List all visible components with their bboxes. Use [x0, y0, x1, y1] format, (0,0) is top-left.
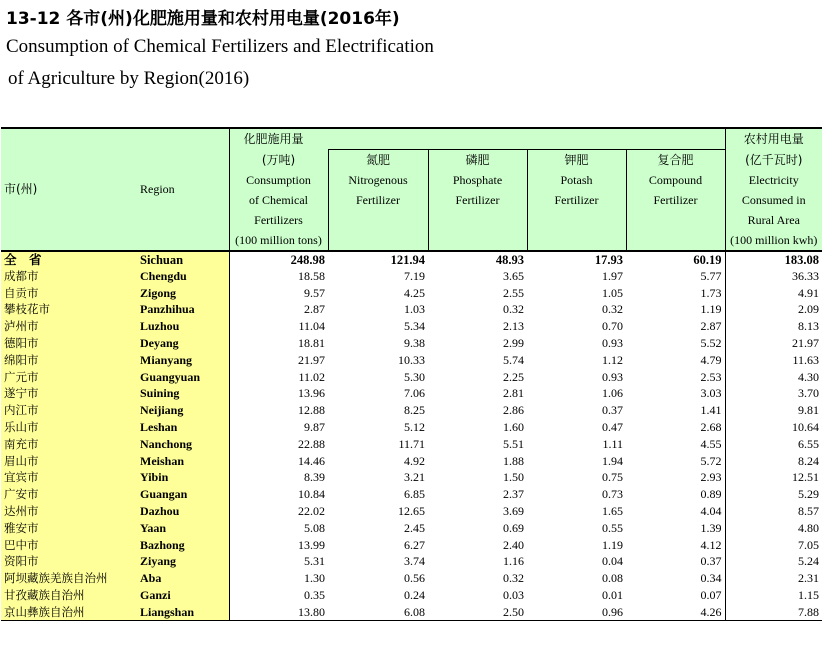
header-electricity-en3: Rural Area	[747, 212, 800, 227]
cell-k: 0.01	[602, 588, 623, 603]
cell-k: 0.75	[602, 470, 623, 485]
page-title-zh: 13-12 各市(州)化肥施用量和农村用电量(2016年)	[6, 9, 400, 29]
cell-e: 7.88	[725, 603, 822, 620]
cell-k: 0.04	[602, 554, 623, 569]
cell-n: 12.65	[398, 504, 425, 519]
cell-p: 1.16	[503, 554, 524, 569]
cell-n: 9.38	[404, 336, 425, 351]
region-name-zh: 成都市	[1, 268, 137, 285]
cell-total: 10.84	[298, 487, 325, 502]
cell-e: 4.91	[725, 284, 822, 301]
cell-k: 1.05	[602, 285, 623, 300]
table-row	[1, 587, 822, 604]
header-consumption	[229, 150, 328, 251]
table-row	[1, 570, 822, 587]
header-compound	[626, 150, 725, 251]
cell-total: 11.04	[298, 319, 325, 334]
cell-total: 1.30	[304, 571, 325, 586]
cell-p: 3.65	[503, 268, 524, 283]
cell-n: 5.34	[404, 319, 425, 334]
cell-n: 6.27	[404, 537, 425, 552]
header-electricity-en1: Electricity	[748, 172, 799, 187]
cell-k: 17.93	[527, 251, 626, 268]
page-title-en-line2: of Agriculture by Region(2016)	[8, 68, 250, 89]
cell-n: 5.30	[404, 369, 425, 384]
cell-n: 3.74	[404, 554, 425, 569]
cell-p: 5.74	[503, 352, 524, 367]
region-name-en: Panzhihua	[137, 301, 229, 318]
cell-n: 1.03	[404, 302, 425, 317]
region-name-zh: 雅安市	[1, 519, 137, 536]
region-name-zh: 眉山市	[1, 452, 137, 469]
header-electricity-unit-zh: (亿千瓦时)	[745, 152, 803, 167]
table-row	[1, 536, 822, 553]
cell-n: 5.12	[404, 420, 425, 435]
header-potash-zh: 钾肥	[564, 153, 589, 167]
cell-e: 3.70	[725, 385, 822, 402]
header-spacer	[328, 128, 725, 150]
cell-e: 9.81	[725, 402, 822, 419]
cell-k: 0.93	[602, 369, 623, 384]
header-city: 市(州)	[1, 128, 137, 251]
cell-c: 1.19	[700, 302, 722, 317]
header-nitrogen-en1: Nitrogenous	[348, 173, 408, 187]
cell-e: 2.31	[725, 570, 822, 587]
table-row	[1, 268, 822, 285]
header-phosphate-zh: 磷肥	[465, 153, 490, 167]
cell-n: 0.56	[404, 571, 425, 586]
table-row	[1, 486, 822, 503]
cell-k: 0.32	[602, 302, 623, 317]
cell-p: 0.03	[503, 588, 524, 603]
region-name-en: Yibin	[137, 469, 229, 486]
region-name-en: Dazhou	[137, 503, 229, 520]
cell-c: 5.72	[700, 453, 722, 468]
header-region: Region	[137, 128, 229, 251]
header-consumption-unit-en: (100 million tons)	[235, 232, 322, 247]
header-compound-en2: Fertilizer	[653, 193, 698, 207]
cell-total: 0.35	[304, 588, 325, 603]
cell-k: 0.08	[602, 571, 623, 586]
cell-p: 2.86	[503, 403, 524, 418]
region-name-en: Neijiang	[137, 402, 229, 419]
header-consumption-en1: Consumption	[246, 172, 311, 187]
cell-k: 1.97	[602, 268, 623, 283]
cell-c: 1.41	[700, 403, 722, 418]
cell-e: 11.63	[725, 351, 822, 368]
cell-total: 5.31	[304, 554, 325, 569]
region-name-zh: 攀枝花市	[1, 301, 137, 318]
table-row	[1, 335, 822, 352]
cell-p: 2.55	[503, 285, 524, 300]
cell-c: 1.73	[700, 285, 722, 300]
cell-n: 2.45	[404, 520, 425, 535]
region-name-zh: 德阳市	[1, 335, 137, 352]
cell-c: 2.87	[700, 319, 722, 334]
region-name-en: Ziyang	[137, 553, 229, 570]
cell-total: 13.96	[298, 386, 325, 401]
region-name-zh: 绵阳市	[1, 351, 137, 368]
header-phosphate	[428, 150, 527, 251]
table-row	[1, 385, 822, 402]
cell-k: 1.19	[602, 537, 623, 552]
cell-e: 4.80	[725, 519, 822, 536]
cell-k: 0.93	[602, 336, 623, 351]
table-row	[1, 368, 822, 385]
cell-e: 8.57	[725, 503, 822, 520]
header-compound-zh: 复合肥	[657, 153, 694, 167]
cell-total: 11.02	[298, 369, 325, 384]
region-name-en: Luzhou	[137, 318, 229, 335]
cell-c: 60.19	[626, 251, 725, 268]
region-name-zh: 全 省	[1, 251, 137, 268]
cell-p: 2.25	[503, 369, 524, 384]
header-consumption-en3: Fertilizers	[254, 212, 303, 227]
cell-e: 4.30	[725, 368, 822, 385]
region-name-zh: 京山彝族自治州	[1, 603, 137, 620]
header-compound-en1: Compound	[648, 173, 703, 187]
cell-k: 1.94	[602, 453, 623, 468]
cell-total: 21.97	[298, 352, 325, 367]
header-nitrogen-zh: 氮肥	[365, 153, 390, 167]
cell-total: 18.81	[298, 336, 325, 351]
cell-p: 1.60	[503, 420, 524, 435]
cell-c: 4.79	[700, 352, 722, 367]
header-nitrogen-en2: Fertilizer	[356, 193, 400, 207]
region-name-en: Guangan	[137, 486, 229, 503]
cell-p: 0.32	[503, 571, 524, 586]
cell-c: 3.03	[700, 386, 722, 401]
cell-total: 18.58	[298, 268, 325, 283]
header-nitrogen	[328, 150, 428, 251]
table-row	[1, 301, 822, 318]
cell-n: 4.25	[404, 285, 425, 300]
cell-c: 0.07	[700, 588, 722, 603]
header-consumption-en2: of Chemical	[249, 192, 308, 207]
table-row	[1, 553, 822, 570]
cell-total: 5.08	[304, 520, 325, 535]
table-body	[1, 251, 822, 621]
header-phosphate-en2: Fertilizer	[455, 193, 500, 207]
cell-k: 1.65	[602, 504, 623, 519]
region-name-zh: 乐山市	[1, 419, 137, 436]
table-row-total	[1, 251, 822, 268]
cell-p: 2.99	[503, 336, 524, 351]
cell-p: 1.88	[503, 453, 524, 468]
region-name-zh: 广元市	[1, 368, 137, 385]
cell-k: 1.11	[602, 436, 623, 451]
cell-e: 5.29	[725, 486, 822, 503]
region-name-zh: 甘孜藏族自治州	[1, 587, 137, 604]
cell-e: 12.51	[725, 469, 822, 486]
region-name-zh: 自贡市	[1, 284, 137, 301]
cell-total: 2.87	[304, 302, 325, 317]
cell-e: 36.33	[725, 268, 822, 285]
cell-c: 4.55	[700, 436, 722, 451]
cell-k: 0.96	[527, 603, 626, 620]
cell-total: 22.88	[298, 436, 325, 451]
cell-n: 7.19	[404, 268, 425, 283]
cell-e: 21.97	[725, 335, 822, 352]
region-name-en: Liangshan	[137, 603, 229, 620]
region-name-en: Guangyuan	[137, 368, 229, 385]
cell-c: 1.39	[700, 520, 722, 535]
cell-p: 0.69	[503, 520, 524, 535]
region-name-en: Suining	[137, 385, 229, 402]
region-name-en: Deyang	[137, 335, 229, 352]
cell-p: 2.40	[503, 537, 524, 552]
cell-k: 0.70	[602, 319, 623, 334]
cell-n: 4.92	[404, 453, 425, 468]
cell-c: 4.26	[626, 603, 725, 620]
cell-p: 2.81	[503, 386, 524, 401]
cell-c: 0.34	[700, 571, 722, 586]
cell-total: 14.46	[298, 453, 325, 468]
cell-k: 1.06	[602, 386, 623, 401]
cell-e: 1.15	[725, 587, 822, 604]
cell-e: 8.24	[725, 452, 822, 469]
cell-p: 48.93	[428, 251, 527, 268]
region-name-en: Yaan	[137, 519, 229, 536]
region-name-zh: 阿坝藏族羌族自治州	[1, 570, 137, 587]
cell-k: 0.47	[602, 420, 623, 435]
cell-n: 3.21	[404, 470, 425, 485]
table-row	[1, 419, 822, 436]
cell-k: 0.37	[602, 403, 623, 418]
header-electricity	[725, 150, 822, 251]
region-name-zh: 泸州市	[1, 318, 137, 335]
table-row	[1, 402, 822, 419]
cell-total: 12.88	[298, 403, 325, 418]
region-name-en: Ganzi	[137, 587, 229, 604]
cell-n: 7.06	[404, 386, 425, 401]
cell-k: 1.12	[602, 352, 623, 367]
region-name-zh: 巴中市	[1, 536, 137, 553]
table-row	[1, 469, 822, 486]
cell-e: 5.24	[725, 553, 822, 570]
header-potash-en1: Potash	[560, 173, 593, 187]
region-name-zh: 资阳市	[1, 553, 137, 570]
cell-total: 13.99	[298, 537, 325, 552]
cell-n: 121.94	[328, 251, 428, 268]
cell-total: 9.87	[304, 420, 325, 435]
region-name-en: Bazhong	[137, 536, 229, 553]
header-consumption-unit-zh: (万吨)	[261, 152, 296, 167]
cell-total: 22.02	[298, 504, 325, 519]
region-name-zh: 遂宁市	[1, 385, 137, 402]
cell-k: 0.73	[602, 487, 623, 502]
header-electricity-zh: 农村用电量	[725, 128, 822, 150]
region-name-en: Zigong	[137, 284, 229, 301]
cell-p: 0.32	[503, 302, 524, 317]
cell-p: 1.50	[503, 470, 524, 485]
region-name-en: Meishan	[137, 452, 229, 469]
region-name-en: Sichuan	[137, 251, 229, 268]
region-name-zh: 南充市	[1, 435, 137, 452]
region-name-en: Mianyang	[137, 351, 229, 368]
region-name-zh: 内江市	[1, 402, 137, 419]
table-row	[1, 318, 822, 335]
cell-e: 6.55	[725, 435, 822, 452]
cell-total: 248.98	[229, 251, 328, 268]
cell-e: 183.08	[725, 251, 822, 268]
region-name-zh: 广安市	[1, 486, 137, 503]
cell-c: 2.93	[700, 470, 722, 485]
cell-e: 2.09	[725, 301, 822, 318]
region-name-zh: 达州市	[1, 503, 137, 520]
cell-n: 11.71	[398, 436, 425, 451]
table-row	[1, 452, 822, 469]
region-name-zh: 宜宾市	[1, 469, 137, 486]
region-name-en: Aba	[137, 570, 229, 587]
cell-p: 2.50	[428, 603, 527, 620]
header-electricity-en2: Consumed in	[741, 192, 806, 207]
cell-total: 9.57	[304, 285, 325, 300]
header-electricity-unit-en: (100 million kwh)	[730, 232, 818, 247]
cell-c: 5.52	[700, 336, 722, 351]
cell-c: 0.89	[700, 487, 722, 502]
header-potash-en2: Fertilizer	[554, 193, 599, 207]
cell-e: 8.13	[725, 318, 822, 335]
cell-p: 3.69	[503, 504, 524, 519]
region-name-en: Leshan	[137, 419, 229, 436]
cell-n: 0.24	[404, 588, 425, 603]
region-name-en: Chengdu	[137, 268, 229, 285]
cell-e: 7.05	[725, 536, 822, 553]
cell-total: 13.80	[229, 603, 328, 620]
cell-c: 0.37	[700, 554, 722, 569]
cell-k: 0.55	[602, 520, 623, 535]
cell-c: 4.12	[700, 537, 722, 552]
cell-c: 5.77	[700, 268, 722, 283]
cell-total: 8.39	[304, 470, 325, 485]
cell-n: 8.25	[404, 403, 425, 418]
table-row	[1, 284, 822, 301]
table-row	[1, 503, 822, 520]
header-row-top	[1, 128, 822, 150]
table-row	[1, 603, 822, 620]
region-name-en: Nanchong	[137, 435, 229, 452]
cell-n: 6.85	[404, 487, 425, 502]
fertilizer-electricity-table	[1, 127, 822, 621]
header-phosphate-en1: Phosphate	[452, 173, 503, 187]
cell-c: 2.53	[700, 369, 722, 384]
cell-n: 6.08	[328, 603, 428, 620]
table-row	[1, 519, 822, 536]
table-row	[1, 351, 822, 368]
cell-p: 2.37	[503, 487, 524, 502]
cell-p: 2.13	[503, 319, 524, 334]
cell-c: 4.04	[700, 504, 722, 519]
cell-n: 10.33	[398, 352, 425, 367]
cell-e: 10.64	[725, 419, 822, 436]
cell-p: 5.51	[503, 436, 524, 451]
header-consumption-zh: 化肥施用量	[229, 128, 328, 150]
table-row	[1, 435, 822, 452]
header-potash	[527, 150, 626, 251]
cell-c: 2.68	[700, 420, 722, 435]
page-title-en-line1: Consumption of Chemical Fertilizers and Electrification	[6, 36, 434, 57]
